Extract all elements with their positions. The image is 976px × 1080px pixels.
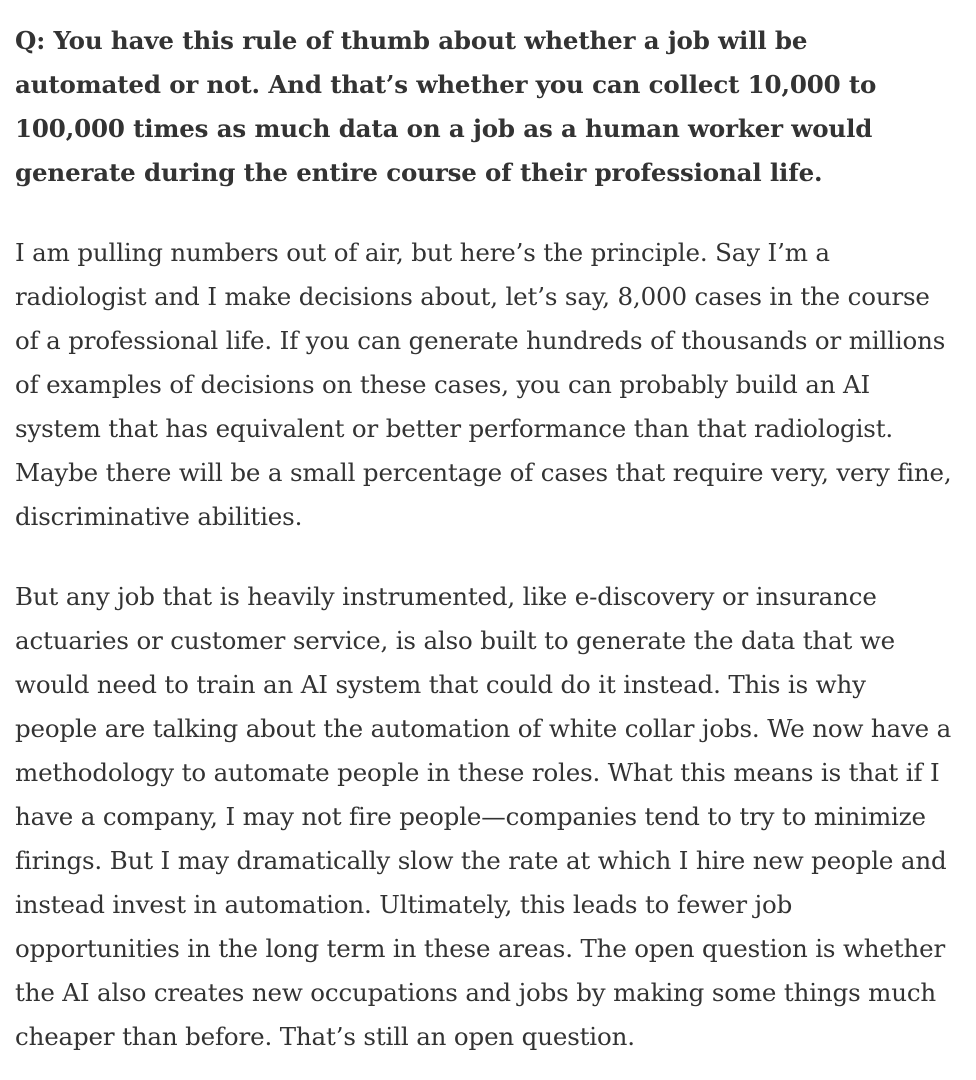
answer-paragraph-2: But any job that is heavily instrumented, like e-discovery or insurance actuaries or customer service, is also built to generate the data that we would need to train an AI system that could do it instead. This is why people are talking about the automation of white collar jobs. We now have a methodology to automate people in these roles. What this means is that if I have a company, I may not fire people—companies tend to try to minimize firings. But I may dramatically slow the rate at which I hire new people and instead invest in automation. Ultimately, this leads to fewer job opportunities in the long term in these areas. The open question is whether the AI also creates new occupations and jobs by making some things much cheaper than before. That’s still an open question. [15,582,952,1051]
interview-question: Q: You have this rule of thumb about whether a job will be automated or not. And that’s whether you can collect 10,000 to 100,000 times as much data on a job as a human worker would generate during the entire course of their professional life. [15,26,877,187]
article-body [15,19,955,1059]
answer-paragraph-1: I am pulling numbers out of air, but here’s the principle. Say I’m a radiologist and I make decisions about, let’s say, 8,000 cases in the course of a professional life. If you can generate hundreds of thousands or millions of examples of decisions on these cases, you can probably build an AI system that has equivalent or better performance than that radiologist. Maybe there will be a small percentage of cases that require very, very fine, discriminative abilities. [15,238,952,531]
